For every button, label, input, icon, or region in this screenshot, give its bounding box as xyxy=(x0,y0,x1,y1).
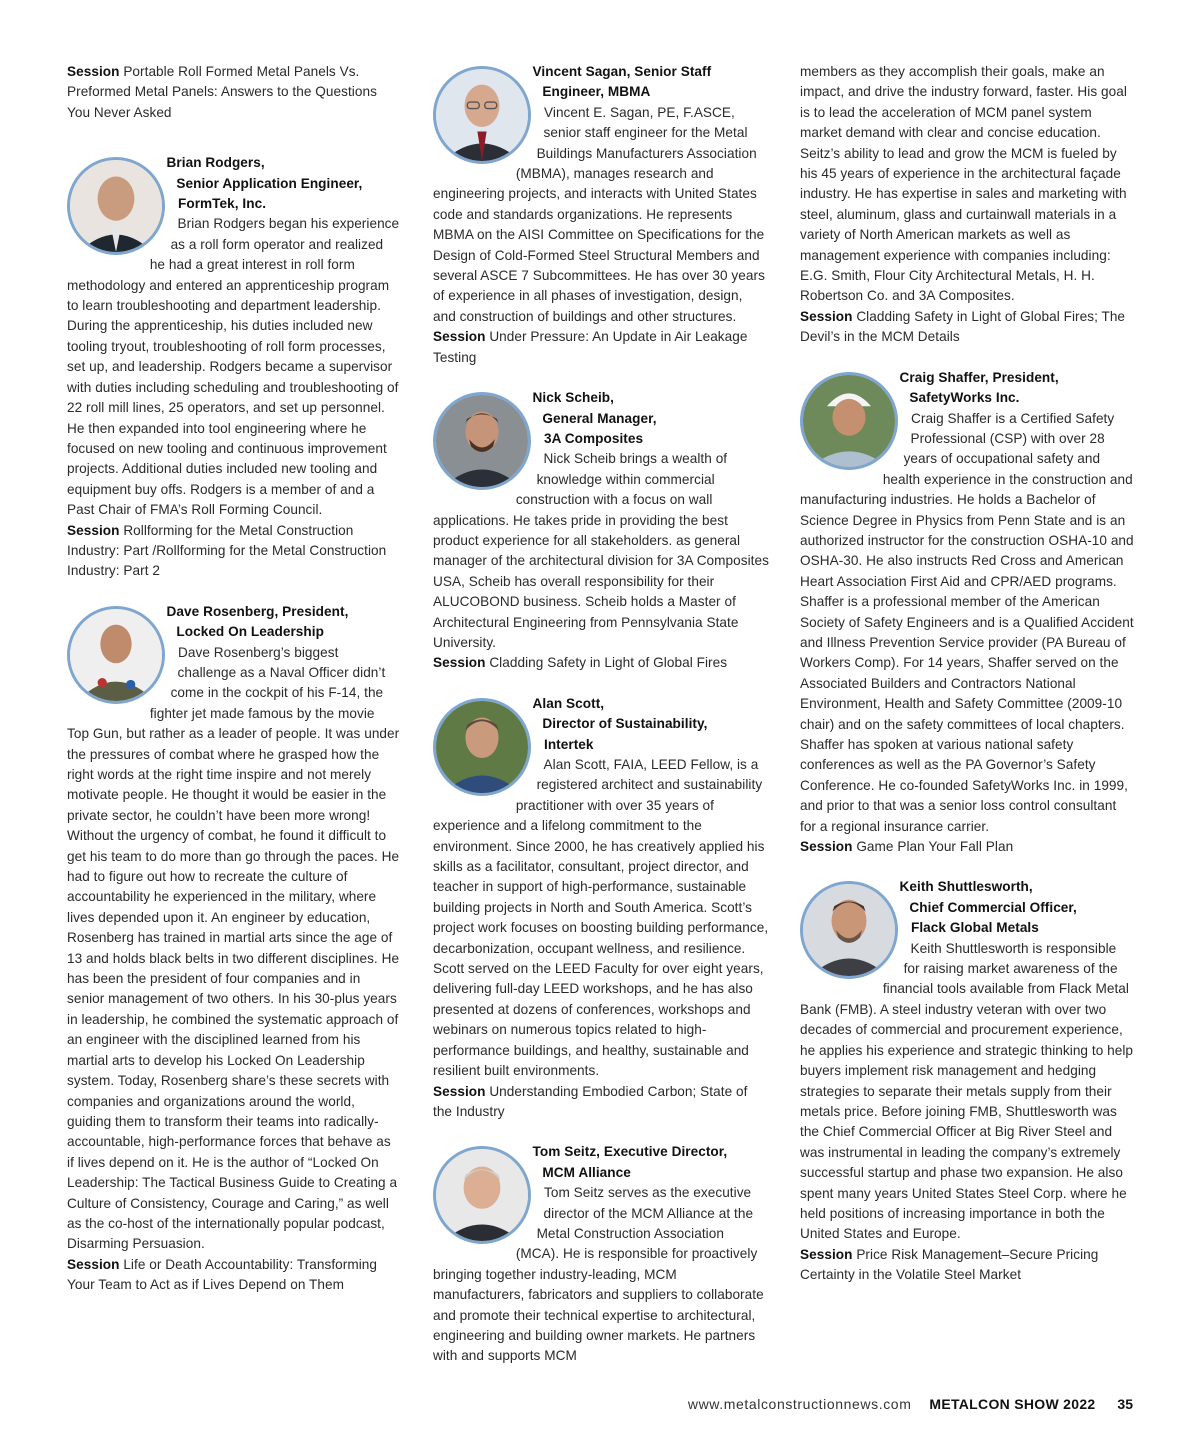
name-line: Flack Global Metals xyxy=(911,920,1039,936)
intro-session xyxy=(67,62,400,123)
name-line: Tom Seitz, Executive Director, xyxy=(532,1144,728,1160)
name-line: Keith Shuttlesworth, xyxy=(899,879,1033,895)
bio-vincent-sagan xyxy=(433,62,769,368)
name-line: MCM Alliance xyxy=(542,1164,631,1180)
bio-session xyxy=(800,837,1135,857)
session-text: Life or Death Accountability: Transforming Your Team to Act as if Lives Depend on Them xyxy=(67,1256,378,1293)
session-text: Price Risk Management–Secure Pricing Certainty in the Volatile Steel Market xyxy=(800,1246,1099,1283)
bio-text: Nick Scheib brings a wealth of knowledge within commercial construction with a focus on wall applications. He takes pride in providing the best product experience for all stakeholders. as general manager of the architectural division for 3A Composites USA, Scheib has overall responsibility for their ALUCOBOND business. Scheib holds a Master of Architectural Engineering from Pennsylvania State University. xyxy=(433,451,769,650)
portrait-brian-rodgers xyxy=(67,157,165,255)
bio-text: Craig Shaffer is a Certified Safety Professional (CSP) with over 28 years of occupational safety and health experience in the construction and manufacturing industries. He holds a Bachelor of Science Degree in Physics from Penn State and is an authorized instructor for the construction OSHA-10 and OSHA-30. He also instructs Red Cross and American Heart Association First Aid and CPR/AED programs. Shaffer is a professional member of the American Society of Safety Engineers and is a Qualified Accident and Illness Prevention Service provider (PA Bureau of Workers Comp). For 14 years, Shaffer served on the Associated Builders and Contractors National Environment, Health and Safety Committee (2009-10 chair) and on the safety committees of local chapters. Shaffer has spoken at various national safety conferences as well as the PA Governor’s Safety Conference. He co-founded SafetyWorks Inc. in 1999, and prior to that was a senior loss control consultant for a regional insurance carrier. xyxy=(800,410,1134,834)
session-label: Session xyxy=(800,308,853,324)
bio-craig-shaffer xyxy=(800,368,1135,858)
person-photo-icon xyxy=(70,609,162,701)
column-3 xyxy=(800,62,1135,1286)
portrait-dave-rosenberg xyxy=(67,606,165,704)
bio-nick-scheib xyxy=(433,388,769,674)
session-label: Session xyxy=(67,1256,120,1272)
person-photo-icon xyxy=(436,395,528,487)
bio-session xyxy=(800,1245,1135,1286)
portrait-craig-shaffer xyxy=(800,372,898,470)
bio-session xyxy=(433,1082,769,1123)
page-number: 35 xyxy=(1117,1396,1133,1412)
column-1 xyxy=(67,62,400,1296)
person-photo-icon xyxy=(436,1149,528,1241)
session-text: Game Plan Your Fall Plan xyxy=(856,839,1014,855)
bio-text: Keith Shuttlesworth is responsible for raising market awareness of the financial tools available from Flack Metal Bank (FMB). A steel industry veteran with over two decades of commercial and procurement experience, he applies his experience and strategic thinking to help buyers implement risk management and hedging strategies to separate their metals supply from their metals price. Before joining FMB, Shuttlesworth was the Chief Commercial Officer at Big River Steel and was instrumental in leading the company’s extremely successful startup and phase two expansion. He also spent many years United States Steel Corp. where he held positions of increasing importance in both the United States and Europe. xyxy=(800,940,1134,1242)
bio-brian-rodgers xyxy=(67,153,400,582)
person-photo-icon xyxy=(70,160,162,252)
name-line: FormTek, Inc. xyxy=(178,196,267,212)
session-text: Portable Roll Formed Metal Panels Vs. Preformed Metal Panels: Answers to the Questions You Never Asked xyxy=(67,64,377,120)
bio-keith-shuttlesworth xyxy=(800,877,1135,1285)
portrait-nick-scheib xyxy=(433,392,531,490)
session-label: Session xyxy=(67,64,120,79)
bio-session xyxy=(67,521,400,582)
name-line: Engineer, MBMA xyxy=(542,84,651,100)
session-label: Session xyxy=(800,1246,853,1262)
portrait-keith-shuttlesworth xyxy=(800,881,898,979)
portrait-alan-scott xyxy=(433,698,531,796)
bio-tom-seitz xyxy=(433,1142,769,1366)
column-2 xyxy=(433,62,769,1367)
person-photo-icon xyxy=(803,884,895,976)
continued-session xyxy=(800,307,1135,348)
name-line: Vincent Sagan, Senior Staff xyxy=(532,64,712,79)
session-text: Understanding Embodied Carbon; State of the Industry xyxy=(433,1083,748,1119)
footer-url: www.metalconstructionnews.com xyxy=(687,1396,912,1412)
name-line: General Manager, xyxy=(542,410,657,426)
session-label: Session xyxy=(433,655,486,671)
person-photo-icon xyxy=(803,375,895,467)
name-line: Alan Scott, xyxy=(532,695,605,711)
name-line: Director of Sustainability, xyxy=(542,716,708,732)
person-photo-icon xyxy=(436,69,528,161)
session-text: Cladding Safety in Light of Global Fires xyxy=(489,655,728,671)
name-line: 3A Composites xyxy=(544,430,644,446)
bio-alan-scott xyxy=(433,694,769,1123)
session-text: Rollforming for the Metal Construction Industry: Part /Rollforming for the Metal Construction Industry: Part 2 xyxy=(67,522,387,579)
session-label: Session xyxy=(433,329,486,345)
page-footer xyxy=(0,1396,1200,1416)
name-line: Nick Scheib, xyxy=(532,390,614,406)
session-label: Session xyxy=(433,1083,486,1099)
name-line: Dave Rosenberg, President, xyxy=(166,603,349,619)
bio-text: Dave Rosenberg’s biggest challenge as a Naval Officer didn’t come in the cockpit of his F-14, the fighter jet made famous by the movie Top Gun, but rather as a leader of people. It was under the pressures of combat where he grasped how the right words at the right time inspire and not merely motivate people. He thought it would be easier in the private sector, he couldn’t have been more wrong! Without the urgency of combat, he found it difficult to get his team to do more than go through the paces. He had to figure out how to recreate the culture of accountability he experienced in the military, where lives depended upon it. An engineer by education, Rosenberg has trained in martial arts since the age of 13 and holds black belts in two different disciplines. He has been the president of four companies and in senior management of two others. In his 30-plus years in leadership, he combined the systematic approach of an engineer with the disciplined learned from his martial arts to develop his Locked On Leadership system. Today, Rosenberg share’s these secrets with companies and organizations around the world, guiding them to transform their teams into radically-accountable, high-performance forces that behave as if lives depend on it. He is the author of “Locked On Leadership: The Tactical Business Guide to Creating a Culture of Consistency, Courage and Caring,” as well as the co-host of the internationally popular podcast, Disarming Persuasion. xyxy=(67,644,400,1252)
name-line: Intertek xyxy=(544,736,594,752)
session-text: Under Pressure: An Update in Air Leakage Testing xyxy=(433,329,748,365)
continued-text: members as they accomplish their goals, make an impact, and drive the industry forward, faster. His goal is to lead the acceleration of MCM panel system market demand with clear and concise education. Seitz’s ability to lead and grow the MCM is fueled by his 45 years of experience in the architectural façade industry. He has expertise in sales and marketing with steel, aluminum, glass and curtainwall materials in a variety of North American markets as well as management experience with companies including: E.G. Smith, Flour City Architectural Metals, H. H. Robertson Co. and 3A Composites. xyxy=(800,64,1127,304)
session-text: Cladding Safety in Light of Global Fires; The Devil’s in the MCM Details xyxy=(800,308,1126,345)
session-label: Session xyxy=(67,522,120,538)
bio-text: Brian Rodgers began his experience as a roll form operator and realized he had a great interest in roll form methodology and entered an apprenticeship program to learn troubleshooting and department leadership. During the apprenticeship, his duties included new tooling tryout, troubleshooting of roll form processes, set up, and leadership. Rodgers became a supervisor with duties including scheduling and troubleshooting of 22 roll mill lines, 25 operators, and set up personnel. He then expanded into tool engineering where he focused on new tooling and continuous improvement projects. Additional duties included new tooling and equipment buy offs. Rodgers is a member of and a Past Chair of FMA’s Roll Forming Council. xyxy=(67,216,400,518)
bio-dave-rosenberg xyxy=(67,602,400,1296)
bio-session xyxy=(433,327,769,368)
name-line: Chief Commercial Officer, xyxy=(909,899,1077,915)
portrait-tom-seitz xyxy=(433,1146,531,1244)
session-label: Session xyxy=(800,839,853,855)
bio-session xyxy=(67,1255,400,1296)
bio-text: Tom Seitz serves as the executive director of the MCM Alliance at the Metal Construction Association (MCA). He is responsible for proactively bringing together industry-leading, MCM manufacturers, fabricators and suppliers to collaborate and promote their technical expertise to architectural, engineering and building owner markets. He partners with and supports MCM xyxy=(433,1185,764,1364)
person-photo-icon xyxy=(436,701,528,793)
name-line: Craig Shaffer, President, xyxy=(899,369,1059,385)
bio-session xyxy=(433,653,769,673)
footer-publication: METALCON SHOW 2022 xyxy=(929,1396,1096,1412)
portrait-vincent-sagan xyxy=(433,66,531,164)
bio-text: Alan Scott, FAIA, LEED Fellow, is a registered architect and sustainability practitioner with over 35 years of experience and a lifelong commitment to the environment. Since 2000, he has creatively applied his skills as a facilitator, consultant, project director, and teacher in support of high-performance, sustainable building projects in North and South America. Scott’s project work focuses on boosting building performance, decarbonization, occupant wellness, and resilience. Scott served on the LEED Faculty for over eight years, delivering full-day LEED workshops, and he has also presented at dozens of conferences, workshops and webinars on numerous topics related to high-performance buildings, and healthy, sustainable and resilient built environments. xyxy=(433,757,769,1079)
name-line: Locked On Leadership xyxy=(176,624,324,640)
bio-text: Vincent E. Sagan, PE, F.ASCE, senior staff engineer for the Metal Buildings Manufacturers Association (MBMA), manages research and engineering projects, and interacts with United States code and standards organizations. He represents MBMA on the AISI Committee on Specifications for the Design of Cold-Formed Steel Structural Members and several ASCE 7 Subcommittees. He has over 30 years of experience in all phases of investigation, design, and construction of buildings and other structures. xyxy=(433,104,765,324)
name-line: Senior Application Engineer, xyxy=(176,175,363,191)
name-line: Brian Rodgers, xyxy=(166,155,265,171)
name-line: SafetyWorks Inc. xyxy=(909,390,1020,406)
